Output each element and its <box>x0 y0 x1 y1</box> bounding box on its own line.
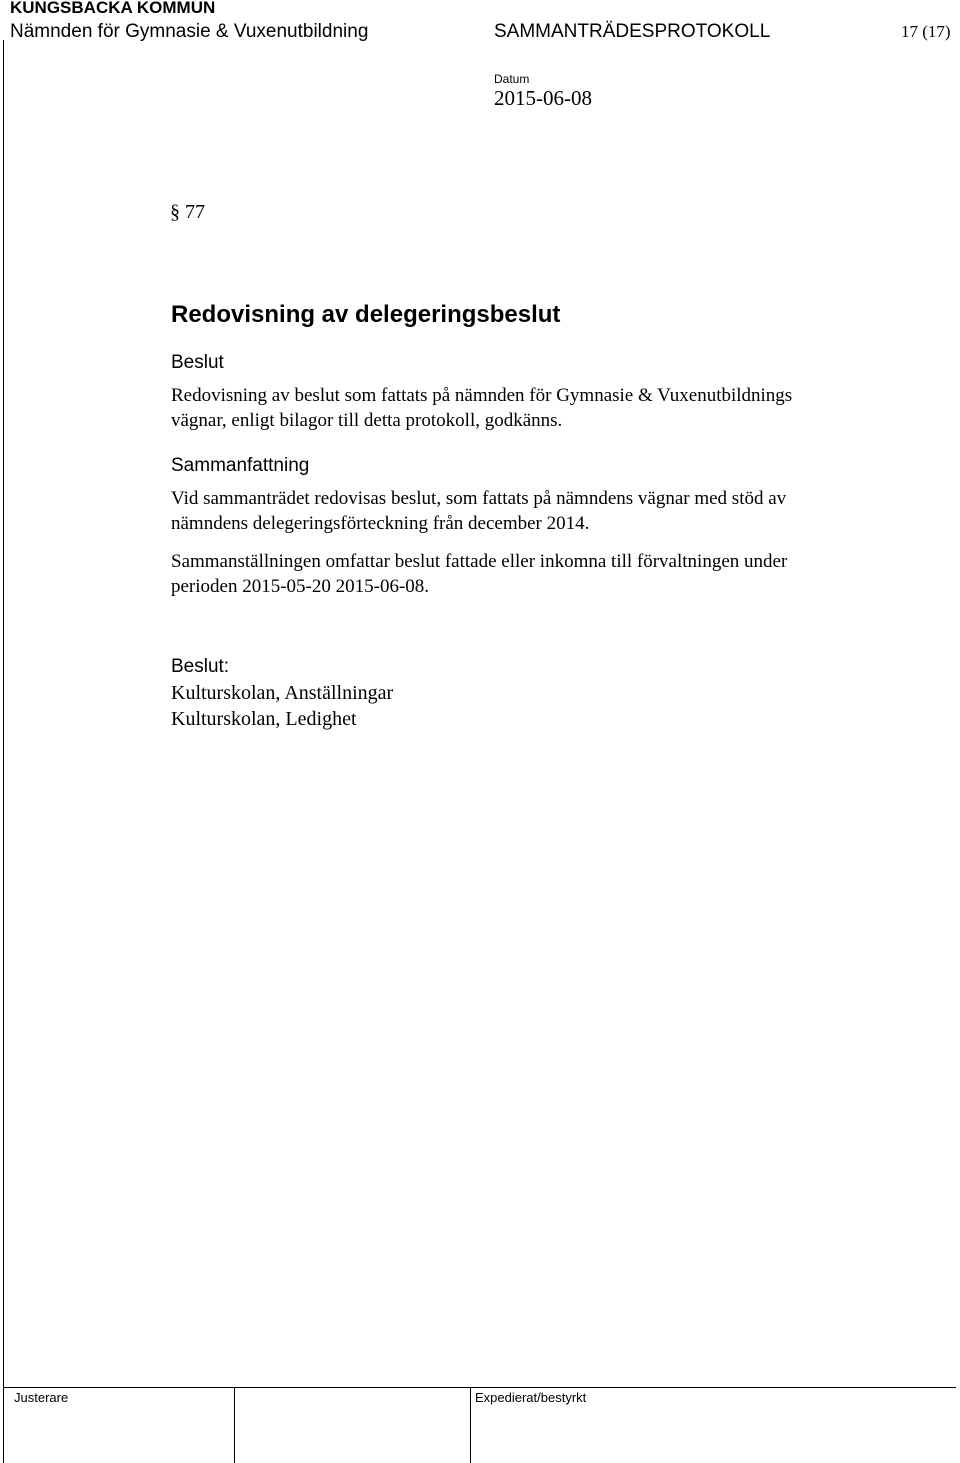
organization-name: KUNGSBACKA KOMMUN <box>10 0 216 17</box>
footer-divider <box>3 1387 956 1388</box>
section-title: Redovisning av delegeringsbeslut <box>171 301 561 328</box>
footer-justerare-label: Justerare <box>14 1390 69 1405</box>
sammanfattning-p2-line-2: perioden 2015-05-20 2015-06-08. <box>171 576 430 597</box>
date-value: 2015-06-08 <box>494 86 592 110</box>
decisions-label: Beslut: <box>171 656 230 677</box>
sammanfattning-p1-line-2: nämndens delegeringsförteckning från december 2014. <box>171 513 590 534</box>
beslut-text <box>171 383 792 433</box>
beslut-heading: Beslut <box>171 352 224 373</box>
decisions-list <box>171 680 393 732</box>
page-number: 17 (17) <box>901 22 951 41</box>
list-item: Kulturskolan, Ledighet <box>171 708 357 730</box>
footer-cell-divider-2 <box>470 1388 471 1463</box>
footer-cell-divider-1 <box>234 1388 235 1463</box>
date-label: Datum <box>494 72 530 86</box>
sammanfattning-paragraph-2 <box>171 549 787 599</box>
left-margin-line <box>3 40 4 1463</box>
beslut-line-2: vägnar, enligt bilagor till detta protokoll, godkänns. <box>171 410 563 431</box>
section-number: § 77 <box>170 201 205 223</box>
committee-name: Nämnden för Gymnasie & Vuxenutbildning <box>10 21 369 42</box>
document-type: SAMMANTRÄDESPROTOKOLL <box>494 21 771 42</box>
sammanfattning-p1-line-1: Vid sammanträdet redovisas beslut, som fattats på nämndens vägnar med stöd av <box>171 488 787 509</box>
sammanfattning-paragraph-1 <box>171 486 786 536</box>
sammanfattning-p2-line-1: Sammanställningen omfattar beslut fattade eller inkomna till förvaltningen under <box>171 551 788 572</box>
list-item: Kulturskolan, Anställningar <box>171 682 394 704</box>
sammanfattning-heading: Sammanfattning <box>171 455 310 476</box>
beslut-line-1: Redovisning av beslut som fattats på nämnden för Gymnasie & Vuxenutbildnings <box>171 385 793 406</box>
footer-expedierat-label: Expedierat/bestyrkt <box>475 1390 587 1405</box>
